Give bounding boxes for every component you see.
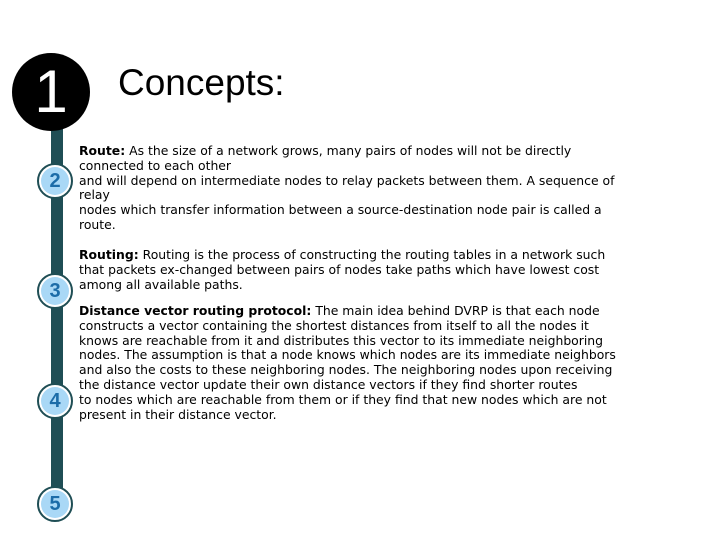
dvrp-line: nodes. The assumption is that a node knows which nodes are its immediate neighbors [79,347,616,363]
dvrp-paragraph [79,304,691,422]
step-badge-3 [37,273,73,309]
route-line: nodes which transfer information between a source-destination node pair is called a [79,202,602,218]
dvrp-term: Distance vector routing protocol: [79,303,312,318]
dvrp-line: the distance vector update their own distance vectors if they find shorter routes [79,376,578,392]
dvrp-line: to nodes which are reachable from them or if they find that new nodes which are not [79,391,607,407]
dvrp-line: The main idea behind DVRP is that each node [311,303,600,318]
dvrp-line: and also the costs to these neighboring nodes. The neighboring nodes upon receiving [79,362,613,378]
route-line: route. [79,216,116,232]
step-number-5: 5 [49,492,61,515]
step-number-4: 4 [49,389,61,412]
step-number-2: 2 [49,169,61,192]
route-paragraph [79,144,691,233]
step-number-3: 3 [49,279,61,302]
route-line: relay [79,187,110,203]
step-number-1: 1 [34,58,68,125]
route-line: and will depend on intermediate nodes to relay packets between them. A sequence of [79,172,615,188]
routing-line: among all available paths. [79,276,243,292]
dvrp-line: present in their distance vector. [79,406,277,422]
routing-line: that packets ex-changed between pairs of nodes take paths which have lowest cost [79,261,600,277]
route-line: As the size of a network grows, many pairs of nodes will not be directly [125,143,572,158]
routing-paragraph [79,248,691,292]
routing-term: Routing: [79,247,139,262]
step-badge-5 [37,486,73,522]
route-term: Route: [79,143,126,158]
slide-title: Concepts: [118,62,285,103]
step-badge-2 [37,163,73,199]
dvrp-line: constructs a vector containing the shortest distances from itself to all the nodes it [79,317,589,333]
step-badge-1 [12,53,90,131]
dvrp-line: knows are reachable from it and distributes this vector to its immediate neighboring [79,332,604,348]
step-badge-4 [37,383,73,419]
route-line: connected to each other [79,157,232,173]
routing-line: Routing is the process of constructing the routing tables in a network such [138,247,606,262]
